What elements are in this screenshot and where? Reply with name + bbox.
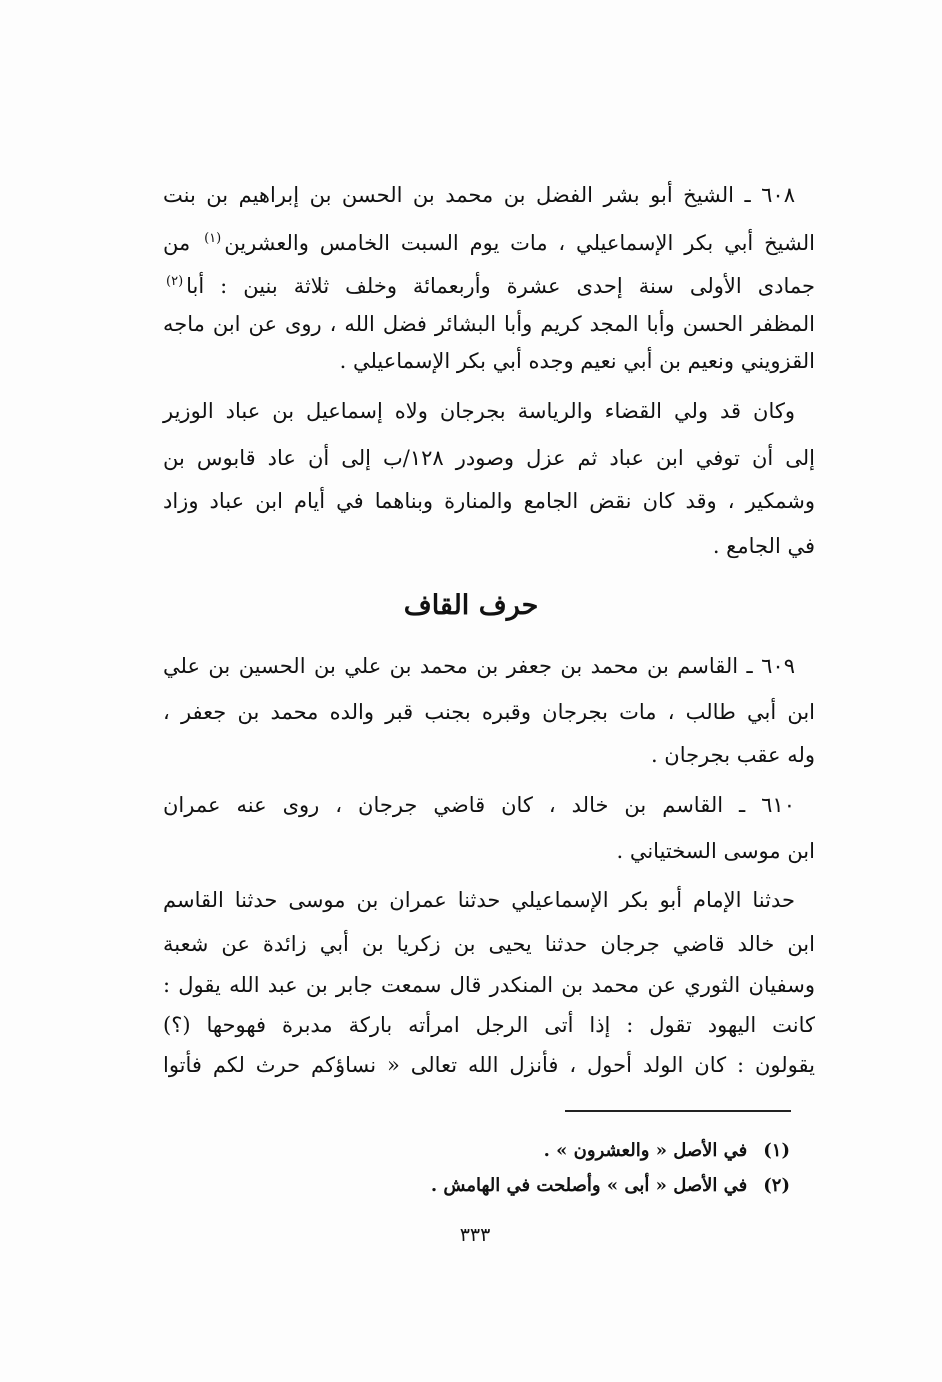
text-segment: جمادى الأولى سنة إحدى عشرة وأربعمائة وخلف ثلاثة بنين : أبا — [186, 274, 815, 298]
paragraph-5-line-4: كانت اليهود تقول : إذا أتى الرجل امرأته باركة مدبرة فهوحها (؟) — [163, 1013, 815, 1037]
entry-608-line-4: المظفر الحسن وأبا المجد كريم وأبا البشائر فضل الله ، روى عن ابن ماجه — [163, 312, 815, 336]
footnote-divider — [565, 1110, 791, 1112]
paragraph-2-line-1: وكان قد ولي القضاء والرياسة بجرجان ولاه إسماعيل بن عباد الوزير — [163, 399, 795, 423]
paragraph-5-line-2: ابن خالد قاضي جرجان حدثنا يحيى بن زكريا بن أبي زائدة عن شعبة — [163, 932, 815, 956]
text-segment: من — [163, 231, 202, 255]
paragraph-5-line-3: وسفيان الثوري عن محمد بن المنكدر قال سمعت جابر بن عبد الله يقول : — [163, 973, 815, 997]
page-number: ٣٣٣ — [459, 1224, 491, 1246]
footnote-ref-2: (٢) — [166, 274, 184, 289]
section-heading: حرف القاف — [403, 590, 539, 621]
paragraph-2-line-2: إلى أن توفي ابن عباد ثم عزل وصودر ١٢٨/ب إلى أن عاد قابوس بن — [163, 446, 815, 470]
footnote-text: في الأصل « أبى » وأصلحت في الهامش . — [430, 1175, 748, 1196]
text-segment: الشيخ أبي بكر الإسماعيلي ، مات يوم السبت الخامس والعشرين — [224, 231, 815, 255]
entry-608-line-3 — [163, 267, 815, 301]
entry-609-line-1: ٦٠٩ ـ القاسم بن محمد بن جعفر بن محمد بن علي بن الحسين بن علي — [163, 654, 795, 678]
footnote-text: في الأصل « والعشرون » . — [543, 1140, 748, 1161]
entry-608-line-1: ٦٠٨ ـ الشيخ أبو بشر الفضل بن محمد بن الحسن بن إبراهيم بن بنت — [163, 183, 795, 207]
entry-609-line-3: وله عقب بجرجان . — [650, 743, 815, 767]
footnote-1 — [300, 1138, 790, 1164]
paragraph-2-line-4: في الجامع . — [712, 534, 815, 558]
entry-610-line-1: ٦١٠ ـ القاسم بن خالد ، كان قاضي جرجان ، روى عنه عمران — [163, 793, 795, 817]
paragraph-5-line-5: يقولون : كان الولد أحول ، فأنزل الله تعالى « نساؤكم حرث لكم فأتوا — [163, 1053, 815, 1077]
entry-610-line-2: ابن موسى السختياني . — [616, 839, 815, 863]
paragraph-2-line-3: وشمكير ، وقد كان نقض الجامع والمنارة وبناهما في أيام ابن عباد وزاد — [163, 489, 815, 513]
footnote-ref-1: (١) — [204, 231, 222, 246]
entry-608-line-2 — [163, 224, 815, 258]
paragraph-5-line-1: حدثنا الإمام أبو بكر الإسماعيلي حدثنا عمران بن موسى حدثنا القاسم — [163, 888, 795, 912]
footnote-number: (٢) — [763, 1175, 790, 1196]
footnote-2 — [300, 1173, 790, 1199]
entry-609-line-2: ابن أبي طالب ، مات بجرجان وقبره بجنب قبر والده محمد بن جعفر ، — [163, 700, 815, 724]
footnote-number: (١) — [763, 1140, 790, 1161]
entry-608-line-5: القزويني ونعيم بن أبي نعيم وجده أبي بكر الإسماعيلي . — [339, 349, 815, 373]
